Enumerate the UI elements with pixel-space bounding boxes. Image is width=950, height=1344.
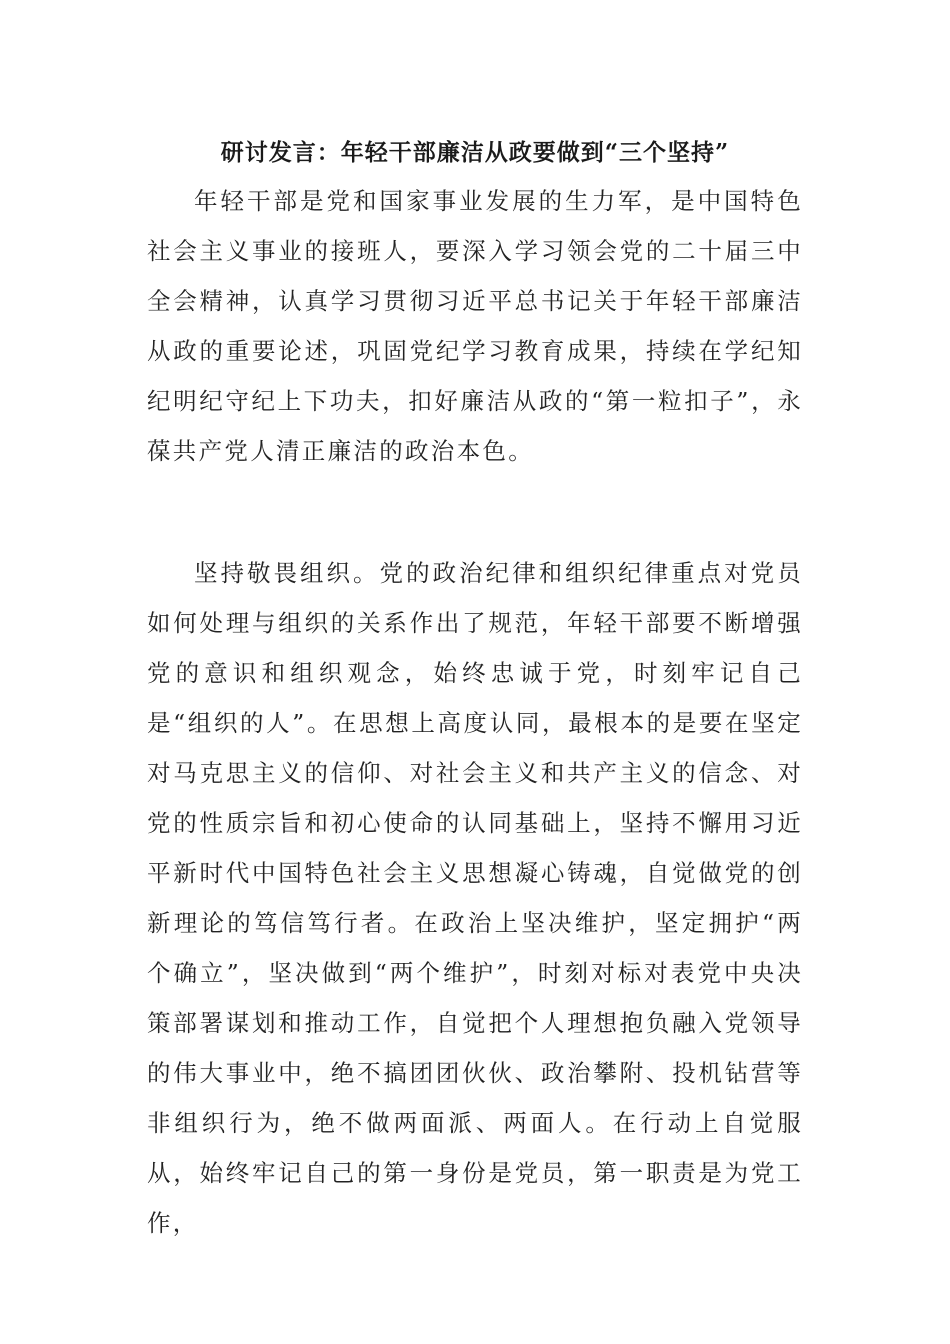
paragraph-respect-organization: 坚持敬畏组织。党的政治纪律和组织纪律重点对党员如何处理与组织的关系作出了规范，年轻干部要不断增强党的意识和组织观念，始终忠诚于党，时刻牢记自己是“组织的人”。在思想上高度认同，最根本的是要在坚定对马克思主义的信仰、对社会主义和共产主义的信念、对党的性质宗旨和初心使命的认同基础上，坚持不懈用习近平新时代中国特色社会主义思想凝心铸魂，自觉做党的创新理论的笃信笃行者。在政治上坚决维护，坚定拥护“两个确立”，坚决做到“两个维护”，时刻对标对表党中央决策部署谋划和推动工作，自觉把个人理想抱负融入党领导的伟大事业中，绝不搞团团伙伙、政治攀附、投机钻营等非组织行为，绝不做两面派、两面人。在行动上自觉服从，始终牢记自己的第一身份是党员，第一职责是为党工作， <box>147 559 803 1237</box>
document-title: 研讨发言：年轻干部廉洁从政要做到“三个坚持” <box>220 139 730 166</box>
paragraph-intro: 年轻干部是党和国家事业发展的生力军，是中国特色社会主义事业的接班人，要深入学习领会党的二十届三中全会精神，认真学习贯彻习近平总书记关于年轻干部廉洁从政的重要论述，巩固党纪学习教育成果，持续在学纪知纪明纪守纪上下功夫，扣好廉洁从政的“第一粒扣子”，永葆共产党人清正廉洁的政治本色。 <box>147 187 803 465</box>
